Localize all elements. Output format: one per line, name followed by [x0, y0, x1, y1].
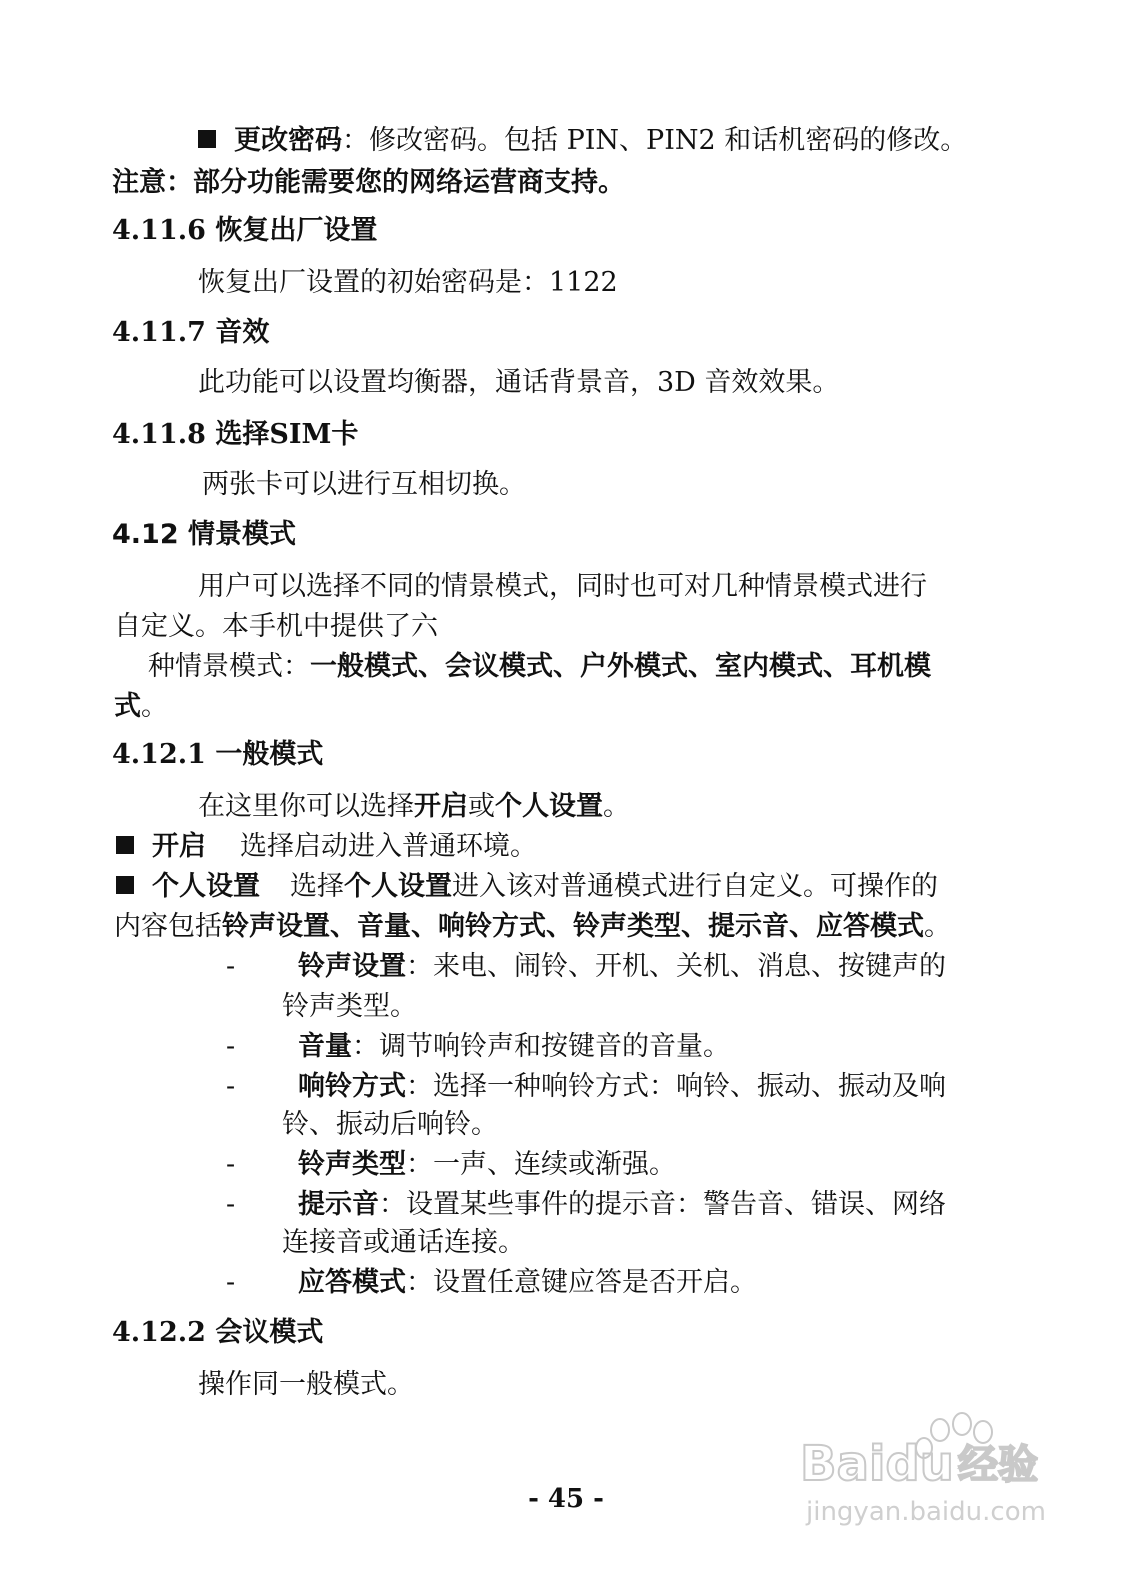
svg-text:经验: 经验 — [958, 1442, 1038, 1488]
mode-list: 一般模式、会议模式、户外模式、室内模式、耳机模 — [310, 651, 931, 682]
dash-bullet: - — [226, 1149, 236, 1180]
dash-bullet: - — [226, 1189, 236, 1220]
list-item-cont: 铃声类型。 — [282, 991, 417, 1022]
list-item: 提示音：设置某些事件的提示音：警告音、错误、网络 — [298, 1189, 946, 1220]
heading-4-11-7: 4.11.7 音效 — [112, 317, 270, 348]
heading-4-11-8: 4.11.8 选择SIM卡 — [112, 419, 359, 450]
list-item: 铃声类型：一声、连续或渐强。 — [298, 1149, 676, 1180]
para-4-12-line3: 种情景模式：一般模式、会议模式、户外模式、室内模式、耳机模 — [148, 651, 931, 682]
list-item: 音量：调节响铃声和按键音的音量。 — [298, 1031, 730, 1062]
body-4-12-2: 操作同一般模式。 — [198, 1369, 414, 1400]
svg-text:Baidu: Baidu — [800, 1436, 954, 1492]
item-open: 开启 选择启动进入普通环境。 — [116, 830, 537, 864]
dash-bullet: - — [226, 1071, 236, 1102]
password-item: 更改密码：修改密码。包括 PIN、PIN2 和话机密码的修改。 — [198, 124, 967, 158]
list-item: 铃声设置：来电、闹铃、开机、关机、消息、按键声的 — [298, 951, 946, 982]
baidu-watermark-logo — [790, 1400, 1060, 1550]
heading-4-12-2: 4.12.2 会议模式 — [112, 1317, 324, 1348]
intro-4-12-1: 在这里你可以选择开启或个人设置。 — [198, 791, 630, 822]
body-4-11-7: 此功能可以设置均衡器，通话背景音，3D 音效效果。 — [198, 367, 840, 398]
item-text: 修改密码。包括 PIN、PIN2 和话机密码的修改。 — [369, 125, 968, 156]
page-number: - 45 - — [528, 1484, 604, 1514]
body-4-11-8: 两张卡可以进行互相切换。 — [202, 469, 526, 500]
para-4-12-line1: 用户可以选择不同的情景模式，同时也可对几种情景模式进行 — [198, 571, 927, 602]
item-personal-line2: 内容包括铃声设置、音量、响铃方式、铃声类型、提示音、应答模式。 — [114, 911, 951, 942]
svg-text:jingyan.baidu.com: jingyan.baidu.com — [806, 1497, 1046, 1527]
dash-bullet: - — [226, 1031, 236, 1062]
body-4-11-6: 恢复出厂设置的初始密码是：1122 — [198, 267, 618, 298]
square-bullet-icon — [116, 876, 134, 894]
list-item: 响铃方式：选择一种响铃方式：响铃、振动、振动及响 — [298, 1071, 946, 1102]
heading-4-12-1: 4.12.1 一般模式 — [112, 739, 324, 770]
para-4-12-line2: 自定义。本手机中提供了六 — [114, 611, 438, 642]
list-item-cont: 铃、振动后响铃。 — [282, 1109, 498, 1140]
item-personal: 个人设置 选择个人设置进入该对普通模式进行自定义。可操作的 — [116, 870, 938, 904]
para-4-12-line4: 式。 — [114, 691, 168, 722]
item-term: 更改密码 — [234, 125, 342, 156]
list-item-cont: 连接音或通话连接。 — [282, 1227, 525, 1258]
list-item: 应答模式：设置任意键应答是否开启。 — [298, 1267, 757, 1298]
dash-bullet: - — [226, 951, 236, 982]
heading-4-11-6: 4.11.6 恢复出厂设置 — [112, 215, 378, 246]
square-bullet-icon — [198, 130, 216, 148]
dash-bullet: - — [226, 1267, 236, 1298]
square-bullet-icon — [116, 836, 134, 854]
heading-4-12: 4.12 情景模式 — [112, 519, 297, 550]
note: 注意：部分功能需要您的网络运营商支持。 — [112, 167, 625, 198]
